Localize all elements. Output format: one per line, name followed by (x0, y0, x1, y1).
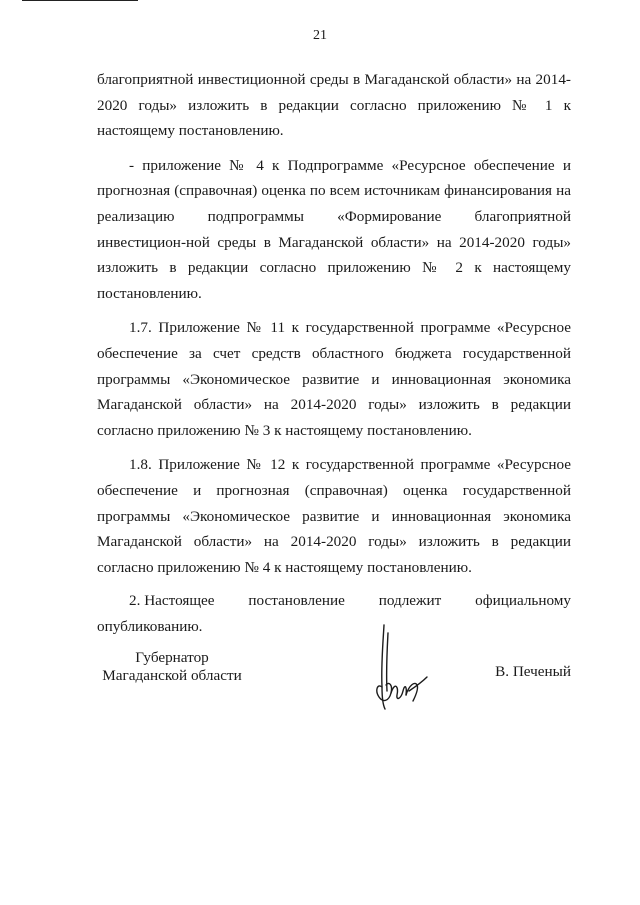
paragraph-2-end: опубликованию. (97, 617, 203, 635)
page-number: 21 (313, 28, 327, 43)
header-rule (22, 0, 138, 1)
paragraph-appendix-4: - приложение № 4 к Подпрограмме «Ресурсное обеспечение и прогнозная (справочная) оценка по всем источникам финансирования на реализацию подпрограммы «Формирование благоприятной инвестицион-ной среды в Магаданской области» на 2014-2020 годы» изложить в редакции согласно приложению № 2 к настоящему постановлению. (97, 156, 571, 302)
paragraph-2-word: 2. Настоящее (129, 592, 215, 610)
paragraph-2-word: официальному (475, 592, 571, 610)
signer-name: В. Печеный (495, 663, 571, 680)
paragraph-continuation: благоприятной инвестиционной среды в Магаданской области» на 2014-2020 годы» изложить в редакции согласно приложению № 1 к настоящему постановлению. (97, 71, 571, 140)
paragraph-2-word: подлежит (378, 592, 442, 610)
document-body (97, 67, 571, 639)
signer-title (97, 649, 247, 685)
handwritten-signature (369, 621, 433, 713)
signer-title-line: Магаданской области (102, 667, 242, 684)
signer-title-line: Губернатор (135, 649, 209, 666)
paragraph-2-line (97, 588, 571, 614)
paragraph-2-word: постановление (248, 592, 345, 610)
signature-block (97, 649, 571, 709)
paragraph-1-7: 1.7. Приложение № 11 к государственной программе «Ресурсное обеспечение за счет средств областного бюджета государственной программы «Экономическое развитие и инновационная экономика Магаданской области» на 2014-2020 годы» изложить в редакции согласно приложению № 3 к настоящему постановлению. (97, 319, 571, 439)
paragraph-1-8: 1.8. Приложение № 12 к государственной программе «Ресурсное обеспечение и прогнозная (справочная) оценка государственной программы «Экономическое развитие и инновационная экономика Магаданской области» на 2014-2020 годы» изложить в редакции согласно приложению № 4 к настоящему постановлению. (97, 456, 571, 576)
